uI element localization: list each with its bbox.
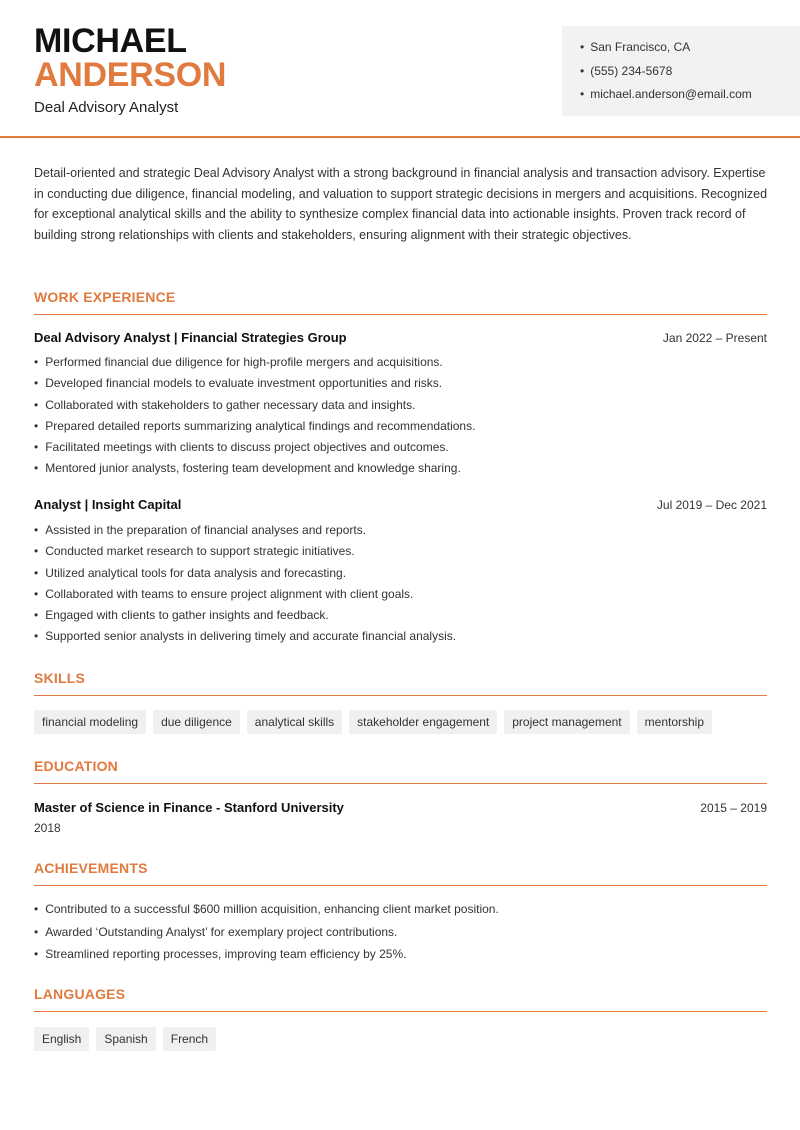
- section-title-work: WORK EXPERIENCE: [34, 289, 767, 315]
- list-item: • Mentored junior analysts, fostering team development and knowledge sharing.: [34, 458, 764, 479]
- role-dates: Jul 2019 – Dec 2021: [656, 498, 767, 512]
- education-dates: 2015 – 2019: [700, 801, 767, 815]
- role-title: Analyst | Insight Capital: [34, 497, 182, 512]
- list-item: • Awarded ‘Outstanding Analyst’ for exemplary project contributions.: [34, 921, 764, 944]
- skills-list: [34, 710, 712, 734]
- language-chip: French: [163, 1027, 216, 1051]
- list-item: • Collaborated with teams to ensure project alignment with client goals.: [34, 584, 764, 605]
- section-title-education: EDUCATION: [34, 758, 767, 784]
- contact-email[interactable]: • michael.anderson@email.com: [580, 83, 800, 107]
- languages-list: [34, 1027, 216, 1051]
- section-title-skills: SKILLS: [34, 670, 767, 696]
- section-title-languages: LANGUAGES: [34, 986, 767, 1012]
- last-name: ANDERSON: [34, 56, 227, 94]
- skill-chip: mentorship: [637, 710, 712, 734]
- list-item: • Performed financial due diligence for high-profile mergers and acquisitions.: [34, 352, 764, 373]
- section-title-achievements: ACHIEVEMENTS: [34, 860, 767, 886]
- list-item: • Developed financial models to evaluate investment opportunities and risks.: [34, 373, 764, 394]
- job-title: Deal Advisory Analyst: [34, 99, 179, 116]
- language-chip: English: [34, 1027, 89, 1051]
- summary-paragraph: Detail-oriented and strategic Deal Advisory Analyst with a strong background in financial analysis and transaction advisory. Expertise in conducting due diligence, financial modeling, and valuation to support strategic decisions in mergers and acquisitions. Recognized for exceptional analytical skills and the ability to synthesize complex financial data into actionable insights. Proven track record of building strong relationships with clients and stakeholders, ensuring alignment with their strategic objectives.: [34, 166, 768, 242]
- list-item: • Contributed to a successful $600 million acquisition, enhancing client market position.: [34, 898, 764, 921]
- achievements-list: [34, 898, 764, 966]
- list-item: • Prepared detailed reports summarizing analytical findings and recommendations.: [34, 416, 764, 437]
- list-item: • Streamlined reporting processes, improving team efficiency by 25%.: [34, 943, 764, 966]
- list-item: • Engaged with clients to gather insights and feedback.: [34, 605, 764, 626]
- list-item: • Conducted market research to support strategic initiatives.: [34, 541, 764, 562]
- list-item: • Collaborated with stakeholders to gather necessary data and insights.: [34, 395, 764, 416]
- list-item: • Assisted in the preparation of financial analyses and reports.: [34, 520, 764, 541]
- list-item: • Supported senior analysts in delivering timely and accurate financial analysis.: [34, 626, 764, 647]
- contact-location: • San Francisco, CA: [580, 36, 800, 60]
- contact-phone: • (555) 234-5678: [580, 60, 800, 84]
- resume-header: [0, 0, 800, 138]
- skill-chip: analytical skills: [247, 710, 342, 734]
- contact-box: [562, 26, 800, 116]
- skill-chip: project management: [504, 710, 629, 734]
- role-title: Deal Advisory Analyst | Financial Strategies Group: [34, 330, 347, 345]
- skill-chip: financial modeling: [34, 710, 146, 734]
- skill-chip: stakeholder engagement: [349, 710, 497, 734]
- language-chip: Spanish: [96, 1027, 155, 1051]
- education-degree: Master of Science in Finance - Stanford University: [34, 800, 344, 815]
- role-dates: Jan 2022 – Present: [662, 331, 767, 345]
- education-year: 2018: [34, 821, 61, 835]
- first-name: MICHAEL: [34, 22, 187, 60]
- list-item: • Utilized analytical tools for data analysis and forecasting.: [34, 563, 764, 584]
- list-item: • Facilitated meetings with clients to discuss project objectives and outcomes.: [34, 437, 764, 458]
- skill-chip: due diligence: [153, 710, 240, 734]
- role-bullets: [34, 520, 764, 648]
- role-bullets: [34, 352, 764, 480]
